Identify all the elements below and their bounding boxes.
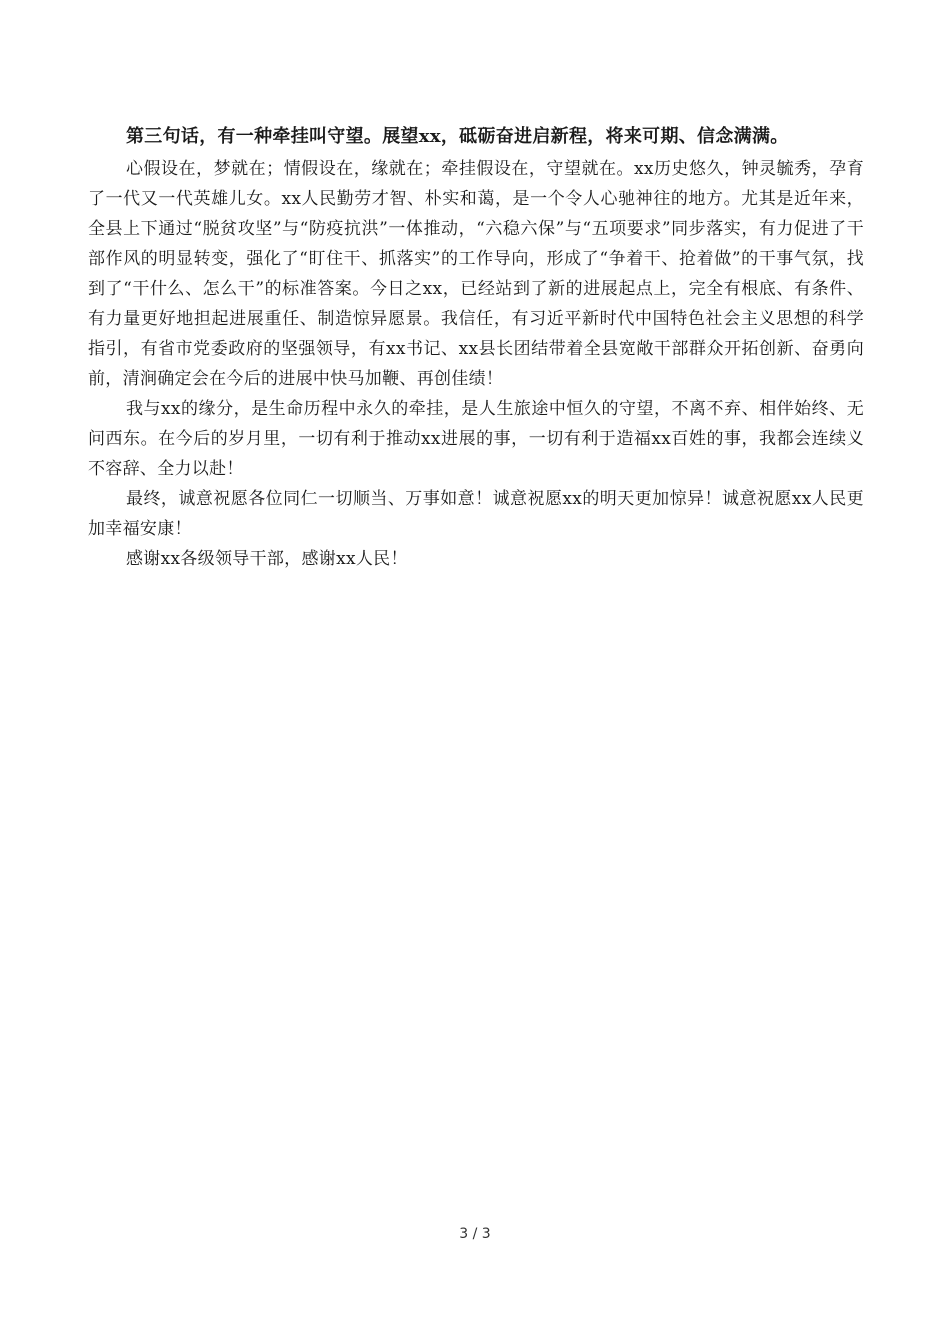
- page-number: 3 / 3: [459, 1226, 491, 1242]
- paragraph-vision: 心假设在，梦就在；情假设在，缘就在；牵挂假设在，守望就在。xx历史悠久，钟灵毓秀，孕育了一代又一代英雄儿女。xx人民勤劳才智、朴实和蔼，是一个令人心驰神往的地方。尤其是近年来，全县上下通过“脱贫攻坚”与“防疫抗洪”一体推动，“六稳六保”与“五项要求”同步落实，有力促进了干部作风的明显转变，强化了“盯住干、抓落实”的工作导向，形成了“争着干、抢着做”的干事气氛，找到了“干什么、怎么干”的标准答案。今日之xx，已经站到了新的进展起点上，完全有根底、有条件、有力量更好地担起进展重任、制造惊异愿景。我信任，有习近平新时代中国特色社会主义思想的科学指引，有省市党委政府的坚强领导，有xx书记、xx县长团结带着全县宽敞干部群众开拓创新、奋勇向前，清涧确定会在今后的进展中快马加鞭、再创佳绩！: [88, 159, 864, 389]
- paragraph-wishes: 最终，诚意祝愿各位同仁一切顺当、万事如意！诚意祝愿xx的明天更加惊异！诚意祝愿xx人民更加幸福安康！: [88, 489, 864, 539]
- paragraph-bond: 我与xx的缘分，是生命历程中永久的牵挂，是人生旅途中恒久的守望，不离不弃、相伴始终、无问西东。在今后的岁月里，一切有利于推动xx进展的事，一切有利于造福xx百姓的事，我都会连续义不容辞、全力以赴！: [88, 399, 864, 479]
- section-heading: 第三句话，有一种牵挂叫守望。展望xx，砥砺奋进启新程，将来可期、信念满满。: [126, 126, 789, 147]
- paragraph-thanks: 感谢xx各级领导干部，感谢xx人民！: [126, 549, 408, 569]
- document-body: [88, 122, 864, 574]
